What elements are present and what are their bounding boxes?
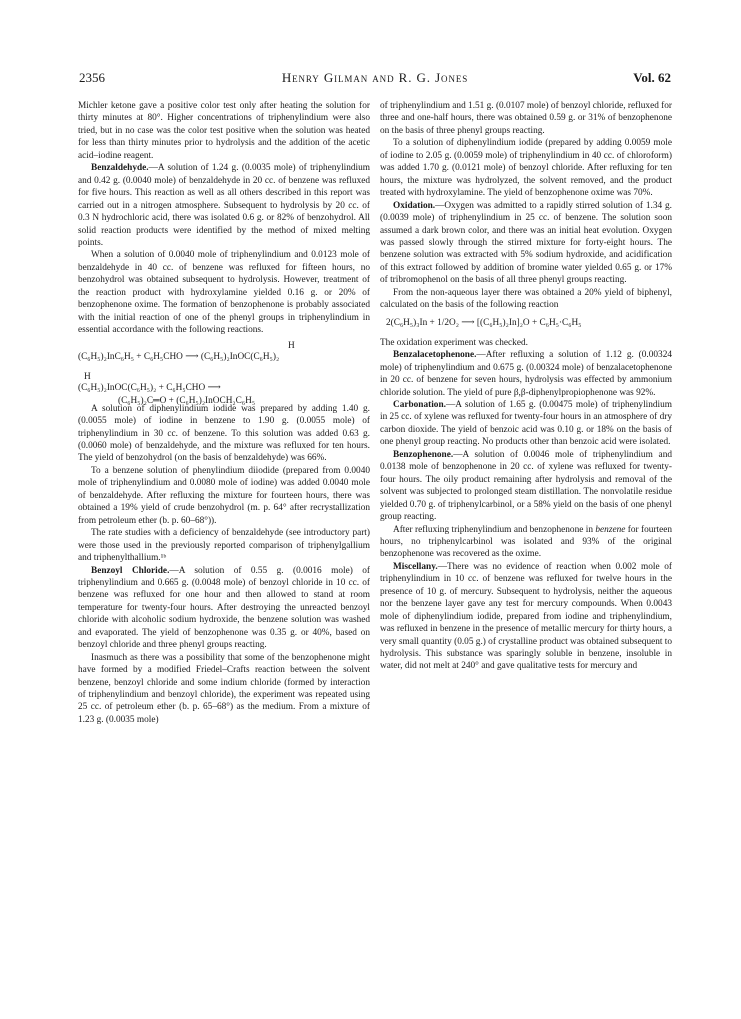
paragraph-text: —Oxygen was admitted to a rapidly stirred solution of 1.34 g. (0.0039 mole) of triphenylindium in 25 cc. of benzene. The solution soon assumed a dark brown color, and there was an initial heat evolution. Oxygen was passed slowly through the stirred mixture for forty-eight hours. The benzene solution was extracted with 5% sodium hydroxide, and acidification of this extract followed by addition of bromine water yielded 0.65 g. or 17% of tribromophenol on the basis of all three phenyl groups reacting.: [380, 200, 672, 286]
volume-label: Vol. 62: [633, 70, 671, 85]
paragraph: To a benzene solution of phenylindium diiodide (prepared from 0.0040 mole of triphenylindium and 0.0080 mole of iodine) was added 0.0040 mole of benzaldehyde. After refluxing the mixture for fourteen hours, there was obtained a 19% yield of crude benzohydrol (m. p. 64° after recrystallization from petroleum ether (b. p. 60–68°)).: [78, 465, 370, 526]
chemical-equation: [380, 317, 672, 331]
paragraph-text: —A solution of 1.24 g. (0.0035 mole) of triphenylindium and 0.42 g. (0.0040 mole) of benzaldehyde in 20 cc. of benzene was refluxed for five hours. This reaction as well as all others described in this report was carried out in a nitrogen atmosphere. Subsequent to hydrolysis by 20 cc. of 0.3 N hydrochloric acid, there was isolated 0.6 g. or 82% of benzohydrol. All solid reaction products were identified by the method of mixed melting points.: [78, 163, 370, 248]
section-heading-benzoyl-chloride: Benzoyl Chloride.: [91, 565, 170, 576]
paragraph: A solution of diphenylindium iodide was prepared by adding 1.40 g. (0.0055 mole) of iodine in benzene to 1.90 g. (0.0055 mole) of triphenylindium in 30 cc. of benzene. To this solution was added 0.63 g. (0.0060 mole) of benzaldehyde, and the mixture was refluxed for ten hours. The yield of benzohydrol (on the basis of benzaldehyde) was 66%.: [78, 403, 370, 464]
paragraph: The oxidation experiment was checked.: [380, 337, 528, 348]
paragraph-text: for fourteen hours, no triphenylcarbinol was isolated and 93% of the original benzophenone was recovered as the oxime.: [380, 524, 672, 560]
equation-line: 2(C₆H₅)₃In + 1/2O₂ ⟶ [(C₆H₅)₂In]₂O + C₆H₅·C₆H₅: [386, 317, 582, 328]
paragraph: From the non-aqueous layer there was obtained a 20% yield of biphenyl, calculated on the basis of the following reaction: [380, 287, 672, 311]
paragraph: [380, 524, 672, 561]
chemical-equation: [78, 340, 370, 368]
paragraph: [380, 399, 672, 449]
running-header: [79, 70, 671, 88]
section-heading-benzophenone: Benzophenone.: [393, 449, 454, 460]
paragraph-text: —A solution of 0.55 g. (0.0016 mole) of triphenylindium and 0.665 g. (0.0048 mole) of benzoyl chloride in 10 cc. of benzene was refluxed for one hour and then allowed to stand at room temperature for twenty-four hours. After destroying the unreacted benzoyl chloride with alcoholic sodium hydroxide, the benzene solution was washed and evaporated. The yield of benzophenone was 0.35 g. or 40%, based on benzoyl chloride and three phenyl groups reacting.: [78, 565, 370, 651]
paragraph: The rate studies with a deficiency of benzaldehyde (see introductory part) were those used in the previously reported comparison of triphenylgallium and triphenylthallium.¹ᵇ: [78, 528, 370, 564]
paragraph-text: —There was no evidence of reaction when 0.002 mole of triphenylindium in 10 cc. of benzene was refluxed for twelve hours in the presence of 10 g. of mercury. Subsequent to hydrolysis, neither the aqueous nor the benzene layer gave any test for mercury compounds. When 0.0043 mole of diphenylindium iodide, prepared from iodine and triphenylindium, was refluxed in benzene in the presence of metallic mercury for thirty hours, a very small quantity (0.05 g.) of crystalline product was obtained subsequent to hydrolysis. This substance was sparingly soluble in benzene, insoluble in water, did not melt at 240° and gave qualitative tests for mercury and: [380, 561, 673, 672]
section-heading-carbonation: Carbonation.: [393, 399, 446, 410]
paragraph: [380, 349, 672, 399]
equation-hydrogen-label: H: [288, 340, 295, 351]
paragraph: [380, 200, 672, 287]
equation-line: (C₆H₅)₂InC₆H₅ + C₆H₅CHO ⟶ (C₆H₅)₂InOC(C₆H₅)₂: [78, 351, 280, 362]
paragraph: of triphenylindium and 1.51 g. (0.0107 mole) of benzoyl chloride, refluxed for three and one-half hours, there was obtained 0.59 g. or 31% of benzophenone on the basis of three phenyl groups reacting.: [380, 101, 673, 136]
equation-hydrogen-label: H: [84, 371, 91, 382]
italic-word: benzene: [595, 524, 626, 535]
paragraph: [78, 565, 370, 652]
chemical-equation: [78, 371, 370, 406]
paragraph: [78, 162, 370, 249]
section-heading-benzalacetophenone: Benzalacetophenone.: [393, 350, 477, 361]
paragraph: [380, 449, 672, 524]
paragraph: Inasmuch as there was a possibility that some of the benzophenone might have formed by a modified Friedel–Crafts reaction between the solvent benzene, benzoyl chloride and some indium chloride (formed by interaction of triphenylindium and benzoyl chloride), the experiment was repeated using 25 cc. of petroleum ether (b. p. 65–68°) as the medium. From a mixture of 1.23 g. (0.0035 mole): [78, 652, 370, 725]
paragraph-text: After refluxing triphenylindium and benzophenone in: [393, 524, 596, 535]
paragraph: To a solution of diphenylindium iodide (prepared by adding 0.0059 mole of iodine to 2.05 g. (0.0059 mole) of triphenylindium in 40 cc. of chloroform) was added 1.70 g. (0.0121 mole) of benzoyl chloride. After refluxing for ten hours, the mixture was hydrolyzed, the solvent removed, and the product treated with hydroxylamine. The yield of benzophenone oxime was 70%.: [380, 138, 672, 199]
paragraph: When a solution of 0.0040 mole of triphenylindium and 0.0123 mole of benzaldehyde in 40 cc. of benzene was refluxed for fifteen hours, no benzohydrol was obtained subsequent to hydrolysis. However, treatment of the reaction product with hydroxylamine yielded 0.16 g. or 20% of benzophenone oxime. The formation of benzophenone is probably associated with the initial reaction of one of the phenyl groups in triphenylindium in essential accordance with the following reactions.: [78, 250, 370, 336]
section-heading-benzaldehyde: Benzaldehyde.: [91, 163, 149, 174]
section-heading-miscellany: Miscellany.: [393, 561, 438, 572]
equation-line: (C₆H₅)₂InOC(C₆H₅)₂ + C₆H₅CHO ⟶: [78, 382, 221, 393]
paragraph: Michler ketone gave a positive color test only after heating the solution for thirty minutes at 80°. Higher concentrations of triphenylindium were also tried, but in no case was the color test positive when the solution was heated for less than thirty minutes prior to hydrolysis and the addition of the acetic acid–iodine reagent.: [78, 101, 370, 161]
running-title: Henry Gilman and R. G. Jones: [281, 70, 469, 85]
paragraph-text: —A solution of 1.65 g. (0.00475 mole) of triphenylindium in 25 cc. of xylene was refluxed for twenty-four hours in an atmosphere of dry carbon dioxide. The yield of benzoic acid was 0.10 g. or 18% on the basis of one phenyl group reacting. No products other than benzoic acid were isolated.: [380, 399, 672, 448]
page-number: 2356: [79, 70, 105, 85]
section-heading-oxidation: Oxidation.: [393, 200, 436, 211]
right-column: [380, 100, 672, 673]
paragraph-text: —A solution of 0.0046 mole of triphenylindium and 0.0138 mole of benzophenone in 20 cc. of xylene was refluxed for twenty-four hours. The oily product remaining after hydrolysis and removal of the solvent was subjected to prolonged steam distillation. The nonvolatile residue yielded 0.70 g. of triphenylcarbinol, or a 58% yield on the basis of one phenyl group reacting.: [380, 449, 672, 523]
left-column: [78, 100, 370, 726]
paragraph-text: —After refluxing a solution of 1.12 g. (0.00324 mole) of triphenylindium and 0.675 g. (0.00324 mole) of benzalacetophenone in 20 cc. of benzene for seven hours, hydrolysis was effected by ammonium chloride solution. The yield of pure β,β-diphenylpropiophenone was 92%.: [380, 350, 672, 398]
equation-line: (C₆H₅)₂C═O + (C₆H₅)₂InOCH₂C₆H₅: [118, 395, 256, 406]
paragraph: [380, 561, 672, 673]
